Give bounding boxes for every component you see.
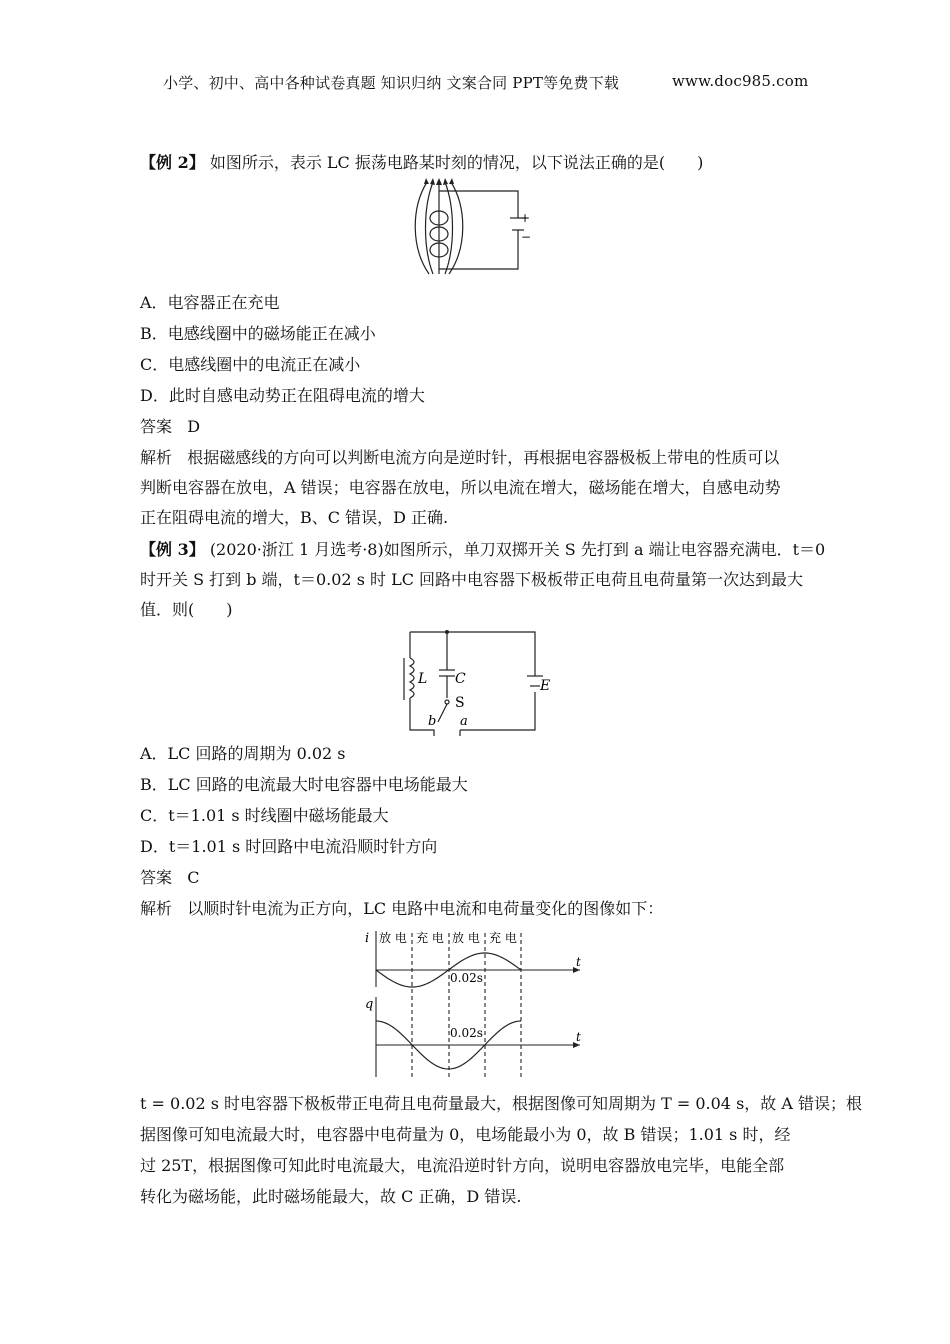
time-mark-top: 0.02s (450, 971, 483, 985)
header-text: 小学、初中、高中各种试卷真题 知识归纳 文案合同 PPT等免费下载 (163, 74, 620, 92)
label-C: C (455, 671, 466, 687)
example3-answer (140, 868, 200, 888)
example2-figure (415, 178, 532, 278)
minus-label: − (521, 230, 532, 244)
answer-label: 答案 (140, 417, 173, 436)
example2-option-a: A．电容器正在充电 (140, 293, 280, 312)
example3-question-line-3: 值．则( ) (140, 600, 233, 619)
phase-label: 充 电 (416, 931, 444, 945)
example3-question-line-1 (140, 540, 825, 560)
label-E: E (540, 678, 551, 694)
header-url: www.doc985.com (672, 72, 809, 90)
example2-option-c: C．电感线圈中的电流正在减小 (140, 355, 361, 374)
example3-analysis-intro (140, 899, 663, 919)
analysis-text: 以顺时针电流为正方向，LC 电路中电流和电荷量变化的图像如下： (187, 899, 664, 918)
t-axis-label: t (576, 1030, 581, 1044)
example3-tag: 【例 3】 (140, 540, 205, 559)
example3-question-text: (2020·浙江 1 月选考·8)如图所示，单刀双掷开关 S 先打到 a 端让电容器充满电．t＝0 (209, 540, 826, 559)
example3-circuit (398, 628, 558, 738)
time-mark-bottom: 0.02s (450, 1026, 483, 1040)
lc-graph (360, 925, 590, 1080)
example3-option-d: D．t＝1.01 s 时回路中电流沿顺时针方向 (140, 837, 438, 856)
analysis-label: 解析 (140, 899, 173, 918)
analysis-text: 根据磁感线的方向可以判断电流方向是逆时针，再根据电容器极板上带电的性质可以 (187, 448, 780, 467)
analysis-label: 解析 (140, 448, 173, 467)
label-L: L (418, 671, 428, 687)
label-b: b (428, 714, 437, 729)
example2-option-d: D．此时自感电动势正在阻碍电流的增大 (140, 386, 425, 405)
example2-question-text: 如图所示，表示 LC 振荡电路某时刻的情况，以下说法正确的是( ) (209, 153, 704, 172)
example2-question (140, 153, 703, 173)
example3-option-a: A．LC 回路的周期为 0.02 s (140, 744, 346, 763)
label-S: S (455, 695, 465, 711)
answer-label: 答案 (140, 868, 173, 887)
q-axis-label: q (365, 997, 374, 1012)
example2-option-b: B．电感线圈中的磁场能正在减小 (140, 324, 376, 343)
example3-question-line-2: 时开关 S 打到 b 端，t＝0.02 s 时 LC 回路中电容器下极板带正电荷且电荷量第一次达到最大 (140, 570, 804, 589)
answer-value: C (187, 868, 200, 887)
phase-label: 充 电 (489, 931, 517, 945)
example3-option-c: C．t＝1.01 s 时线圈中磁场能最大 (140, 806, 389, 825)
phase-label: 放 电 (379, 931, 407, 945)
example2-answer (140, 417, 200, 437)
example3-option-b: B．LC 回路的电流最大时电容器中电场能最大 (140, 775, 468, 794)
label-a: a (460, 714, 468, 729)
example2-analysis-line-1 (140, 448, 779, 468)
example3-conclusion-line-2: 据图像可知电流最大时，电容器中电荷量为 0，电场能最小为 0，故 B 错误；1.01 s 时，经 (140, 1125, 791, 1144)
plus-label: + (520, 211, 531, 225)
example2-analysis-line-3: 正在阻碍电流的增大，B、C 错误，D 正确. (140, 508, 449, 527)
t-axis-label: t (576, 955, 581, 969)
i-axis-label: i (365, 931, 370, 946)
example3-conclusion-line-1: t = 0.02 s 时电容器下极板带正电荷且电荷量最大，根据图像可知周期为 T = 0.04 s，故 A 错误；根 (140, 1094, 863, 1113)
example3-conclusion-line-3: 过 25T，根据图像可知此时电流最大，电流沿逆时针方向，说明电容器放电完毕，电能全部 (140, 1156, 785, 1175)
answer-value: D (187, 417, 201, 436)
example2-tag: 【例 2】 (140, 153, 205, 172)
example3-conclusion-line-4: 转化为磁场能，此时磁场能最大，故 C 正确，D 错误. (140, 1187, 522, 1206)
phase-label: 放 电 (452, 931, 480, 945)
example2-analysis-line-2: 判断电容器在放电，A 错误；电容器在放电，所以电流在增大，磁场能在增大，自感电动势 (140, 478, 781, 497)
